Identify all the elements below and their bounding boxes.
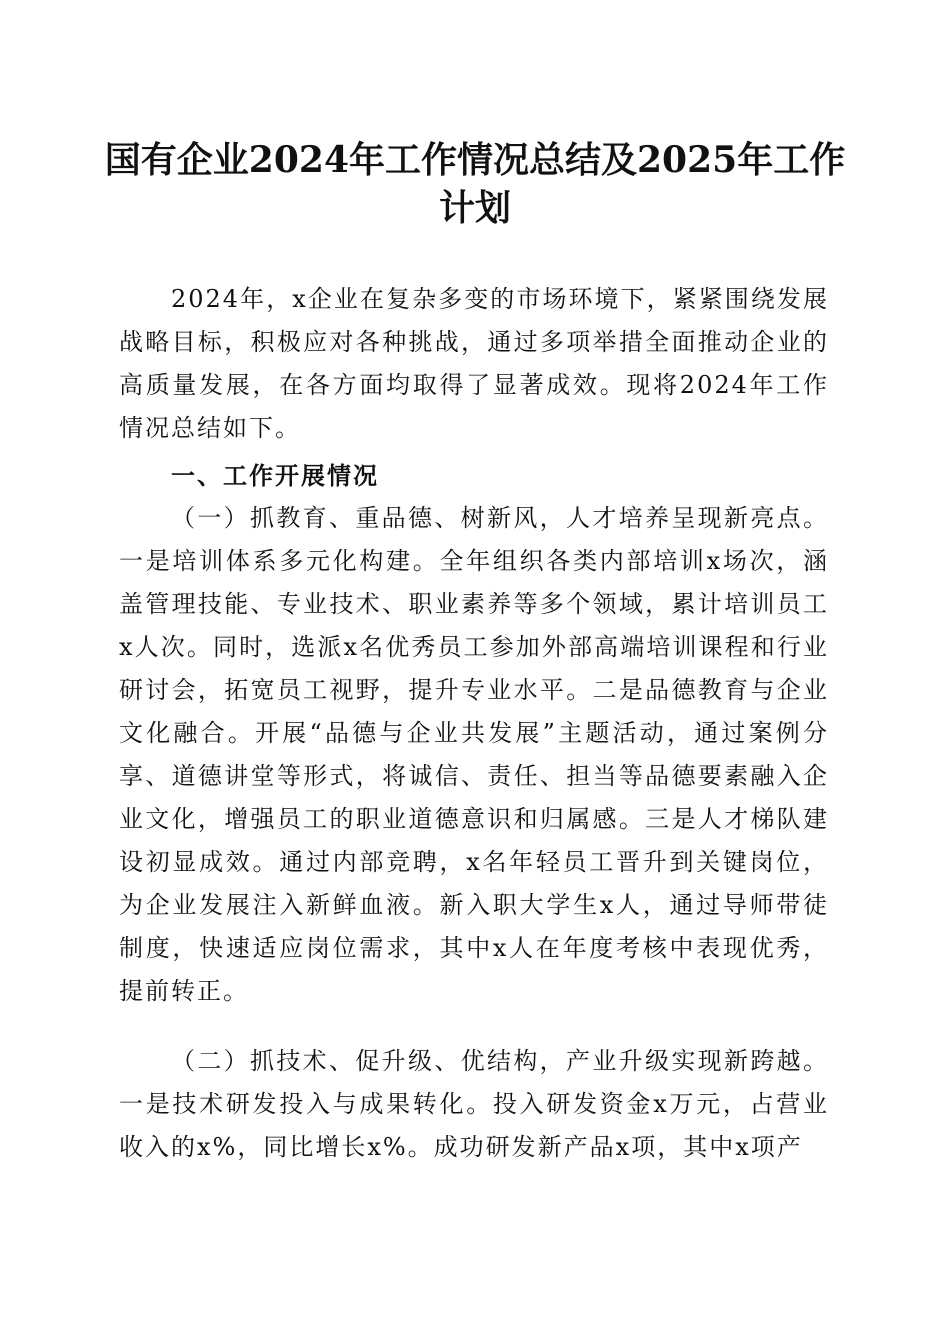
subsection-1-body: 一是培训体系多元化构建。全年组织各类内部培训x场次，涵盖管理技能、专业技术、职业素养等多个领域，累计培训员工x人次。同时，选派x名优秀员工参加外部高端培训课程和行业研讨会，拓宽员工视野，提升专业水平。二是品德教育与企业文化融合。开展“品德与企业共发展”主题活动，通过案例分享、道德讲堂等形式，将诚信、责任、担当等品德要素融入企业文化，增强员工的职业道德意识和归属感。三是人才梯队建设初显成效。通过内部竞聘，x名年轻员工晋升到关键岗位，为企业发展注入新鲜血液。新入职大学生x人，通过导师带徒制度，快速适应岗位需求，其中x人在年度考核中表现优秀，提前转正。 [119, 547, 829, 1005]
document-title: 国有企业2024年工作情况总结及2025年工作计划 [104, 139, 846, 229]
subsection-2-body: 一是技术研发投入与成果转化。投入研发资金x万元，占营业收入的x%，同比增长x%。成功研发新产品x项，其中x项产 [119, 1090, 829, 1161]
subsection-1-paragraph [119, 497, 829, 1013]
intro-paragraph: 2024年，x企业在复杂多变的市场环境下，紧紧围绕发展战略目标，积极应对各种挑战，通过多项举措全面推动企业的高质量发展，在各方面均取得了显著成效。现将2024年工作情况总结如下。 [119, 285, 829, 442]
section-heading: 一、工作开展情况 [171, 462, 379, 490]
subsection-2-heading: （二）抓技术、促升级、优结构，产业升级实现新跨越。 [171, 1047, 829, 1075]
subsection-2-paragraph [119, 1040, 829, 1169]
subsection-1-heading: （一）抓教育、重品德、树新风，人才培养呈现新亮点。 [171, 504, 829, 532]
